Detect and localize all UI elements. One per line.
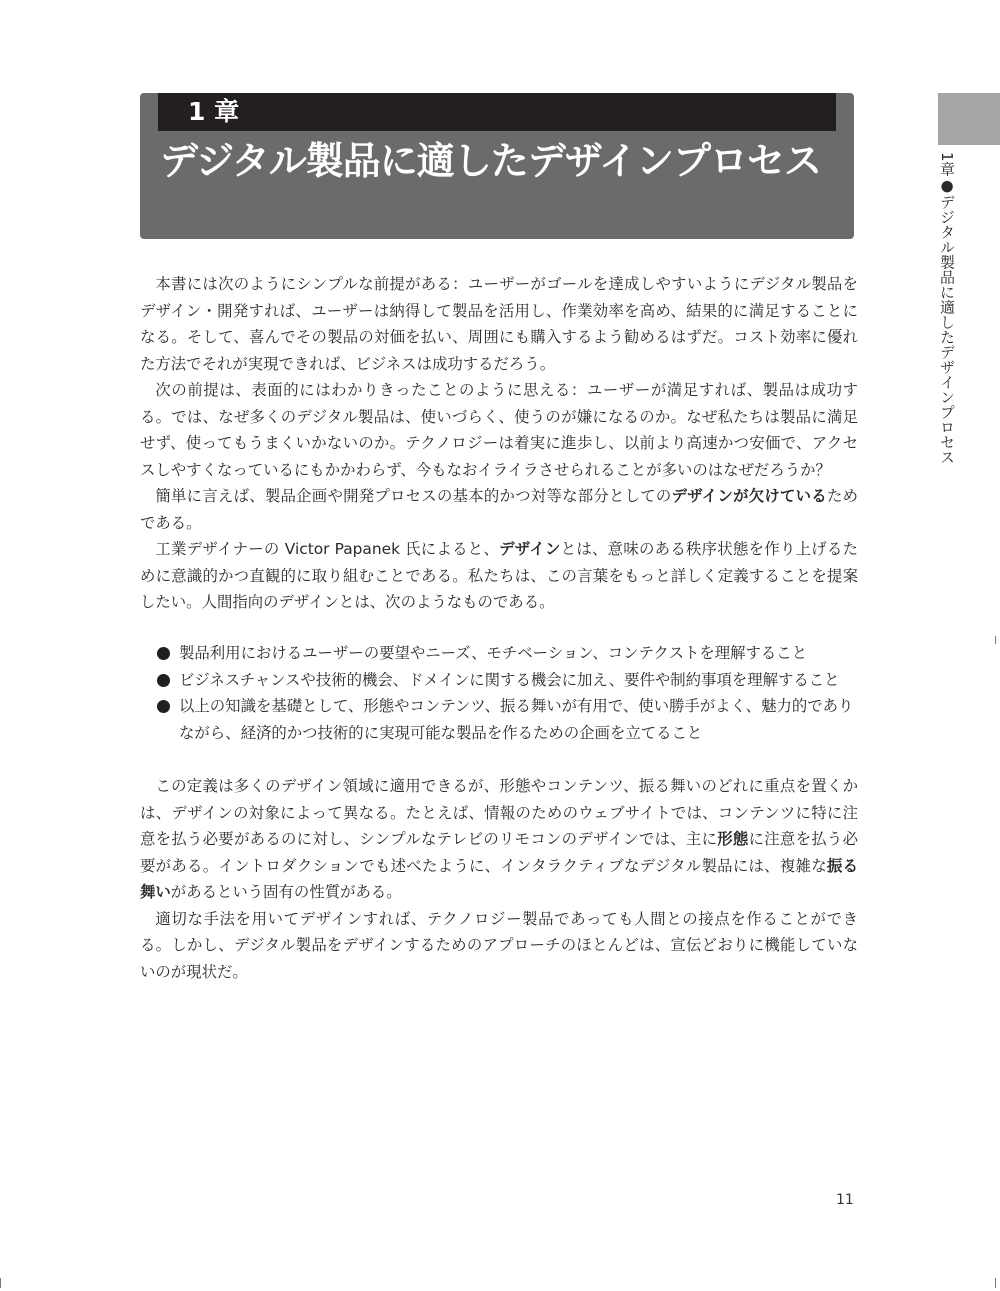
page-number: 11 [836,1192,854,1208]
chapter-title: デジタル製品に適したデザインプロセス [160,139,822,183]
bullet-icon [157,700,170,713]
crop-mark [995,636,996,644]
definition-bullet-list [157,640,857,746]
chapter-tab-marker [938,93,1000,145]
emphasis-form: 形態 [717,830,749,848]
paragraph-5 [140,773,858,906]
running-side-label: 1章●デジタル製品に適したデザインプロセス [938,152,956,465]
body-section-2 [140,773,858,985]
paragraph-1: 本書には次のようにシンプルな前提がある：ユーザーがゴールを達成しやすいようにデジタル製品をデザイン・開発すれば、ユーザーは納得して製品を活用し、作業効率を高め、結果的に満足することになる。そして、喜んでその製品の対価を払い、周囲にも購入するよう勧めるはずだ。コスト効率に優れた方法でそれが実現できれば、ビジネスは成功するだろう。 [140,275,858,373]
list-item [157,667,857,694]
bullet-icon [157,674,170,687]
paragraph-3-part-c: ためである。 [140,487,858,532]
bullet-icon [157,647,170,660]
chapter-number-bar [158,93,836,131]
paragraph-5-part-a: この定義は多くのデザイン領域に適用できるが、形態やコンテンツ、振る舞いのどれに重点を置くかは、デザインの対象によって異なる。たとえば、情報のためのウェブサイトでは、コンテンツに特に注意を払う必要があるのに対し、シンプルなテレビのリモコンのデザインでは、主に [140,777,858,848]
list-item-text: 製品利用におけるユーザーの要望やニーズ、モチベーション、コンテクストを理解すること [179,644,808,662]
crop-mark [0,1278,1,1288]
paragraph-4-part-c: とは、意味のある秩序状態を作り上げるために意識的かつ直観的に取り組むことである。私たちは、この言葉をもっと詳しく定義することを提案したい。人間指向のデザインとは、次のようなものである。 [140,540,858,611]
paragraph-3 [140,483,858,536]
paragraph-5-part-e: があるという固有の性質がある。 [170,883,402,901]
crop-mark [995,1278,996,1288]
list-item-text: 以上の知識を基礎として、形態やコンテンツ、振る舞いが有用で、使い勝手がよく、魅力的でありながら、経済的かつ技術的に実現可能な製品を作るための企画を立てること [179,697,854,742]
list-item-text: ビジネスチャンスや技術的機会、ドメインに関する機会に加え、要件や制約事項を理解すること [179,670,840,689]
emphasis-behavior: 振る舞い [140,856,858,901]
chapter-header [140,93,854,239]
paragraph-4-part-a: 工業デザイナーの Victor Papanek 氏によると、 [155,540,500,558]
list-item [157,693,857,746]
paragraph-4 [140,536,858,616]
emphasis-design-missing: デザインが欠けている [671,487,827,505]
body-section-1 [140,271,858,616]
chapter-number: 1 章 [188,97,240,126]
paragraph-3-part-a: 簡単に言えば、製品企画や開発プロセスの基本的かつ対等な部分としての [155,487,672,505]
emphasis-design: デザイン [499,540,561,558]
list-item [157,640,857,667]
paragraph-6: 適切な手法を用いてデザインすれば、テクノロジー製品であっても人間との接点を作ることができる。しかし、デジタル製品をデザインするためのアプローチのほとんどは、宣伝どおりに機能していないのが現状だ。 [140,909,858,981]
paragraph-5-part-c: に注意を払う必要がある。イントロダクションでも述べたように、インタラクティブなデジタル製品には、複雑な [140,830,858,875]
paragraph-2: 次の前提は、表面的にはわかりきったことのように思える：ユーザーが満足すれば、製品は成功する。では、なぜ多くのデジタル製品は、使いづらく、使うのが嫌になるのか。なぜ私たちは製品に満足せず、使ってもうまくいかないのか。テクノロジーは着実に進歩し、以前より高速かつ安価で、アクセスしやすくなっているにもかかわらず、今もなおイライラさせられることが多いのはなぜだろうか？ [140,381,858,479]
